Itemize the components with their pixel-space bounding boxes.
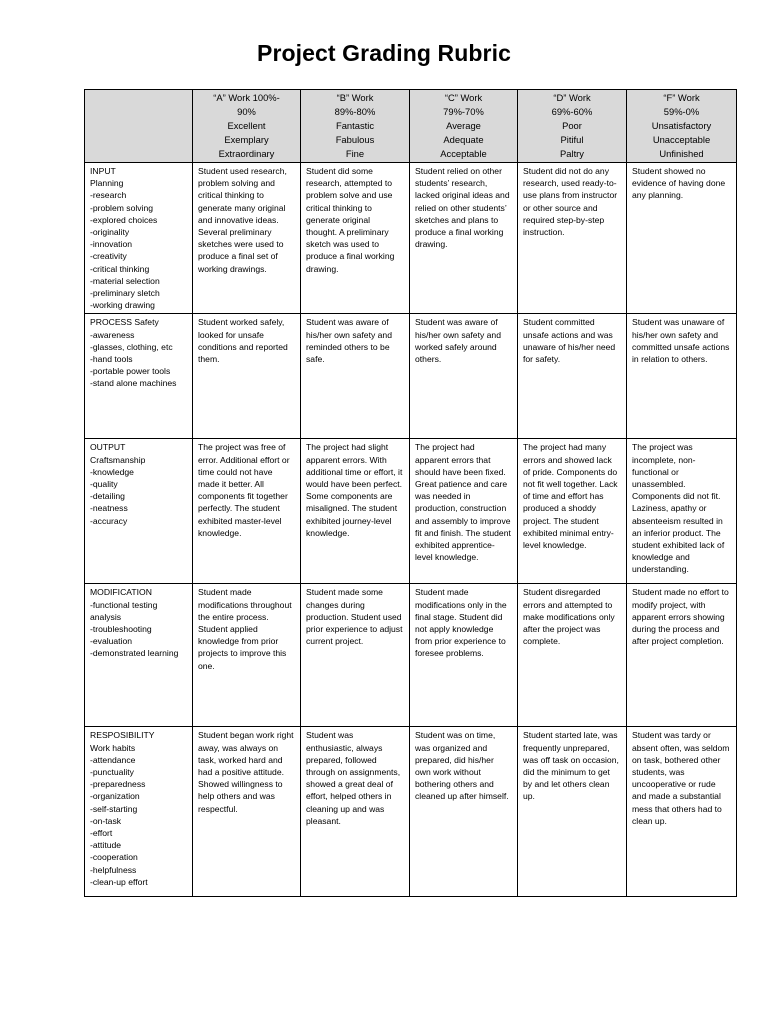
header-line: “F” Work bbox=[663, 92, 700, 103]
header-a-work bbox=[193, 90, 301, 163]
page-title: Project Grading Rubric bbox=[257, 40, 511, 66]
criterion-item: -punctuality bbox=[90, 767, 134, 778]
header-line: “A” Work 100%- bbox=[213, 92, 280, 103]
cell-text: Student was unaware of his/her own safety and committed unsafe actions in relation to others. bbox=[632, 317, 730, 365]
table-row-modification bbox=[85, 584, 737, 727]
criterion-item: -accuracy bbox=[90, 515, 128, 526]
header-line: 90% bbox=[237, 106, 256, 117]
rubric-cell bbox=[193, 314, 301, 439]
criterion-item: -on-task bbox=[90, 815, 122, 826]
table-row-process bbox=[85, 314, 737, 439]
rubric-cell bbox=[301, 163, 410, 314]
criterion-item: -creativity bbox=[90, 251, 127, 262]
criterion-item: -material selection bbox=[90, 275, 160, 286]
cell-text: Student disregarded errors and attempted to make modifications only after the project was complete. bbox=[523, 587, 615, 647]
row-header-process bbox=[85, 314, 193, 439]
cell-text: Student made some changes during production. Student used prior experience to adjust current project. bbox=[306, 587, 403, 647]
cell-text: Student was enthusiastic, always prepared, followed through on assignments, showed a great deal of effort, helped others in cleaning up and was pleasant. bbox=[306, 730, 401, 826]
header-line: Fine bbox=[345, 148, 365, 159]
header-line: “C” Work bbox=[444, 92, 483, 103]
cell-text: Student started late, was frequently unprepared, was off task on occasion, did the minimum to get by and let others clean up. bbox=[523, 730, 619, 802]
table-row-output bbox=[85, 439, 737, 584]
header-line: Excellent bbox=[227, 120, 266, 131]
row-title: Planning bbox=[90, 178, 124, 189]
row-title: RESPOSIBILITY bbox=[90, 730, 155, 741]
criterion-item: -cooperation bbox=[90, 852, 138, 863]
cell-text: Student was on time, was organized and prepared, did his/her own work without bothering others and cleaned up after himself. bbox=[415, 730, 509, 802]
rubric-cell bbox=[193, 439, 301, 584]
rubric-cell bbox=[410, 439, 518, 584]
header-line: Acceptable bbox=[440, 148, 487, 159]
cell-text: Student relied on other students’ research, lacked original ideas and relied on other students’ sketches and plans to produce a final working drawing. bbox=[415, 166, 510, 250]
rubric-cell bbox=[410, 727, 518, 897]
criterion-item: -stand alone machines bbox=[90, 378, 177, 389]
criterion-item: -attitude bbox=[90, 840, 122, 851]
criterion-item: -problem solving bbox=[90, 202, 154, 213]
rubric-cell bbox=[301, 727, 410, 897]
cell-text: Student made modifications only in the final stage. Student did not apply knowledge from prior experience to foresee problems. bbox=[415, 587, 507, 659]
cell-text: Student made no effort to modify project, with apparent errors showing during the process and after project completion. bbox=[632, 587, 729, 647]
criterion-item: -glasses, clothing, etc bbox=[90, 341, 173, 352]
criterion-item: -clean-up effort bbox=[90, 876, 148, 887]
rubric-cell bbox=[518, 584, 627, 727]
header-line: Unacceptable bbox=[652, 134, 711, 145]
row-title: MODIFICATION bbox=[90, 587, 152, 598]
header-c-work bbox=[410, 90, 518, 163]
cell-text: The project had apparent errors that should have been fixed. Great patience and care was needed in production, construction and assembly to improve fit and finish. The student exhibited apprentice-level knowledge. bbox=[415, 442, 511, 563]
cell-text: Student was aware of his/her own safety and worked safely around others. bbox=[415, 317, 501, 365]
criterion-item: -self-starting bbox=[90, 803, 138, 814]
criterion-item: -detailing bbox=[90, 491, 125, 502]
criterion-item: -preliminary sletch bbox=[90, 288, 160, 299]
header-line: Exemplary bbox=[224, 134, 269, 145]
cell-text: The project was free of error. Additional effort or time could not have made it better. All components fit together perfectly. The student exhibited master-level knowledge. bbox=[198, 442, 290, 538]
row-header-output bbox=[85, 439, 193, 584]
rubric-cell bbox=[627, 584, 737, 727]
criterion-item: -organization bbox=[90, 791, 140, 802]
rubric-cell bbox=[410, 314, 518, 439]
cell-text: Student showed no evidence of having done any planning. bbox=[632, 166, 726, 201]
criterion-item: -critical thinking bbox=[90, 263, 150, 274]
header-line: 69%-60% bbox=[551, 106, 593, 117]
cell-text: Student used research, problem solving and critical thinking to generate many original and innovative ideas. Several preliminary sketches were used to produce a final set of working drawings. bbox=[198, 166, 287, 274]
cell-text: Student began work right away, was always on task, worked hard and had a positive attitude. Showed willingness to help others and was respectful. bbox=[198, 730, 294, 814]
rubric-cell bbox=[193, 163, 301, 314]
criterion-item: -functional testing analysis bbox=[90, 599, 158, 622]
rubric-cell bbox=[627, 439, 737, 584]
rubric-table bbox=[84, 89, 737, 897]
cell-text: Student did some research, attempted to problem solve and use critical thinking to generate original thought. A preliminary sketch was used to produce a final working drawing. bbox=[306, 166, 395, 274]
row-header-modification bbox=[85, 584, 193, 727]
rubric-cell bbox=[193, 584, 301, 727]
rubric-cell bbox=[193, 727, 301, 897]
criterion-item: -research bbox=[90, 190, 127, 201]
row-header-responsibility bbox=[85, 727, 193, 897]
rubric-cell bbox=[301, 314, 410, 439]
cell-text: Student committed unsafe actions and was unaware of his/her need for safety. bbox=[523, 317, 616, 365]
header-line: 59%-0% bbox=[663, 106, 700, 117]
rubric-cell bbox=[627, 163, 737, 314]
cell-text: Student made modifications throughout the entire process. Student applied knowledge from prior projects to improve this one. bbox=[198, 587, 292, 671]
criterion-item: -knowledge bbox=[90, 466, 134, 477]
criterion-item: -preparedness bbox=[90, 779, 146, 790]
cell-text: Student did not do any research, used ready-to-use plans from instructor or other source and required step-by-step instruction. bbox=[523, 166, 618, 238]
rubric-cell bbox=[518, 163, 627, 314]
row-header-input bbox=[85, 163, 193, 314]
rubric-cell bbox=[627, 314, 737, 439]
header-line: Poor bbox=[562, 120, 582, 131]
criterion-item: -effort bbox=[90, 828, 113, 839]
header-line: Average bbox=[446, 120, 481, 131]
criterion-item: -quality bbox=[90, 479, 118, 490]
criterion-item: -hand tools bbox=[90, 354, 133, 365]
rubric-cell bbox=[518, 314, 627, 439]
criterion-item: -demonstrated learning bbox=[90, 648, 179, 659]
criterion-item: -innovation bbox=[90, 239, 133, 250]
cell-text: The project had slight apparent errors. With additional time or effort, it would have been perfect. Some components are misaligned. The student exhibited journey-level knowledge. bbox=[306, 442, 403, 538]
table-row-input bbox=[85, 163, 737, 314]
row-title: OUTPUT bbox=[90, 442, 126, 453]
header-line: Unfinished bbox=[659, 148, 704, 159]
header-line: Unsatisfactory bbox=[651, 120, 712, 131]
criterion-item: -evaluation bbox=[90, 636, 133, 647]
header-line: Paltry bbox=[560, 148, 584, 159]
criterion-item: -attendance bbox=[90, 754, 136, 765]
cell-text: Student was aware of his/her own safety and reminded others to be safe. bbox=[306, 317, 392, 365]
cell-text: Student worked safely, looked for unsafe conditions and reported them. bbox=[198, 317, 288, 365]
criterion-item: -portable power tools bbox=[90, 366, 171, 377]
row-title: PROCESS Safety bbox=[90, 317, 159, 328]
header-line: Fabulous bbox=[335, 134, 375, 145]
header-corner-cell bbox=[85, 90, 193, 163]
header-line: 89%-80% bbox=[334, 106, 376, 117]
row-title: Craftsmanship bbox=[90, 454, 146, 465]
header-line: “D” Work bbox=[553, 92, 591, 103]
rubric-cell bbox=[410, 584, 518, 727]
cell-text: The project had many errors and showed lack of pride. Components do not fit well together. Lack of time and effort has produced a shoddy project. The student exhibited minimal entry-level knowledge. bbox=[523, 442, 618, 551]
criterion-item: -explored choices bbox=[90, 214, 158, 225]
header-d-work bbox=[518, 90, 627, 163]
rubric-cell bbox=[518, 727, 627, 897]
header-line: Adequate bbox=[443, 134, 484, 145]
row-title: INPUT bbox=[90, 166, 116, 176]
criterion-item: -originality bbox=[90, 227, 130, 238]
row-title: Work habits bbox=[90, 742, 136, 753]
header-b-work bbox=[301, 90, 410, 163]
header-row bbox=[85, 90, 737, 163]
table-row-responsibility bbox=[85, 727, 737, 897]
criterion-item: -awareness bbox=[90, 329, 135, 340]
header-line: 79%-70% bbox=[443, 106, 484, 117]
criterion-item: -neatness bbox=[90, 503, 128, 514]
rubric-cell bbox=[627, 727, 737, 897]
criterion-item: -troubleshooting bbox=[90, 624, 152, 635]
header-line: “B” Work bbox=[336, 92, 374, 103]
header-line: Pitiful bbox=[560, 134, 584, 145]
criterion-item: -working drawing bbox=[90, 300, 155, 311]
criterion-item: -helpfulness bbox=[90, 864, 137, 875]
header-line: Fantastic bbox=[335, 120, 375, 131]
rubric-cell bbox=[301, 584, 410, 727]
header-f-work bbox=[627, 90, 737, 163]
cell-text: Student was tardy or absent often, was seldom on task, bothered other students, was uncooperative or rude and made a substantial mess that others had to clean up. bbox=[632, 730, 730, 826]
cell-text: The project was incomplete, non-functional or unassembled. Components did not fit. Laziness, apathy or absenteeism resulted in an inferior product. The student exhibited lack of knowledge and understanding. bbox=[632, 442, 725, 575]
rubric-cell bbox=[518, 439, 627, 584]
rubric-cell bbox=[301, 439, 410, 584]
header-line: Extraordinary bbox=[218, 148, 275, 159]
rubric-cell bbox=[410, 163, 518, 314]
